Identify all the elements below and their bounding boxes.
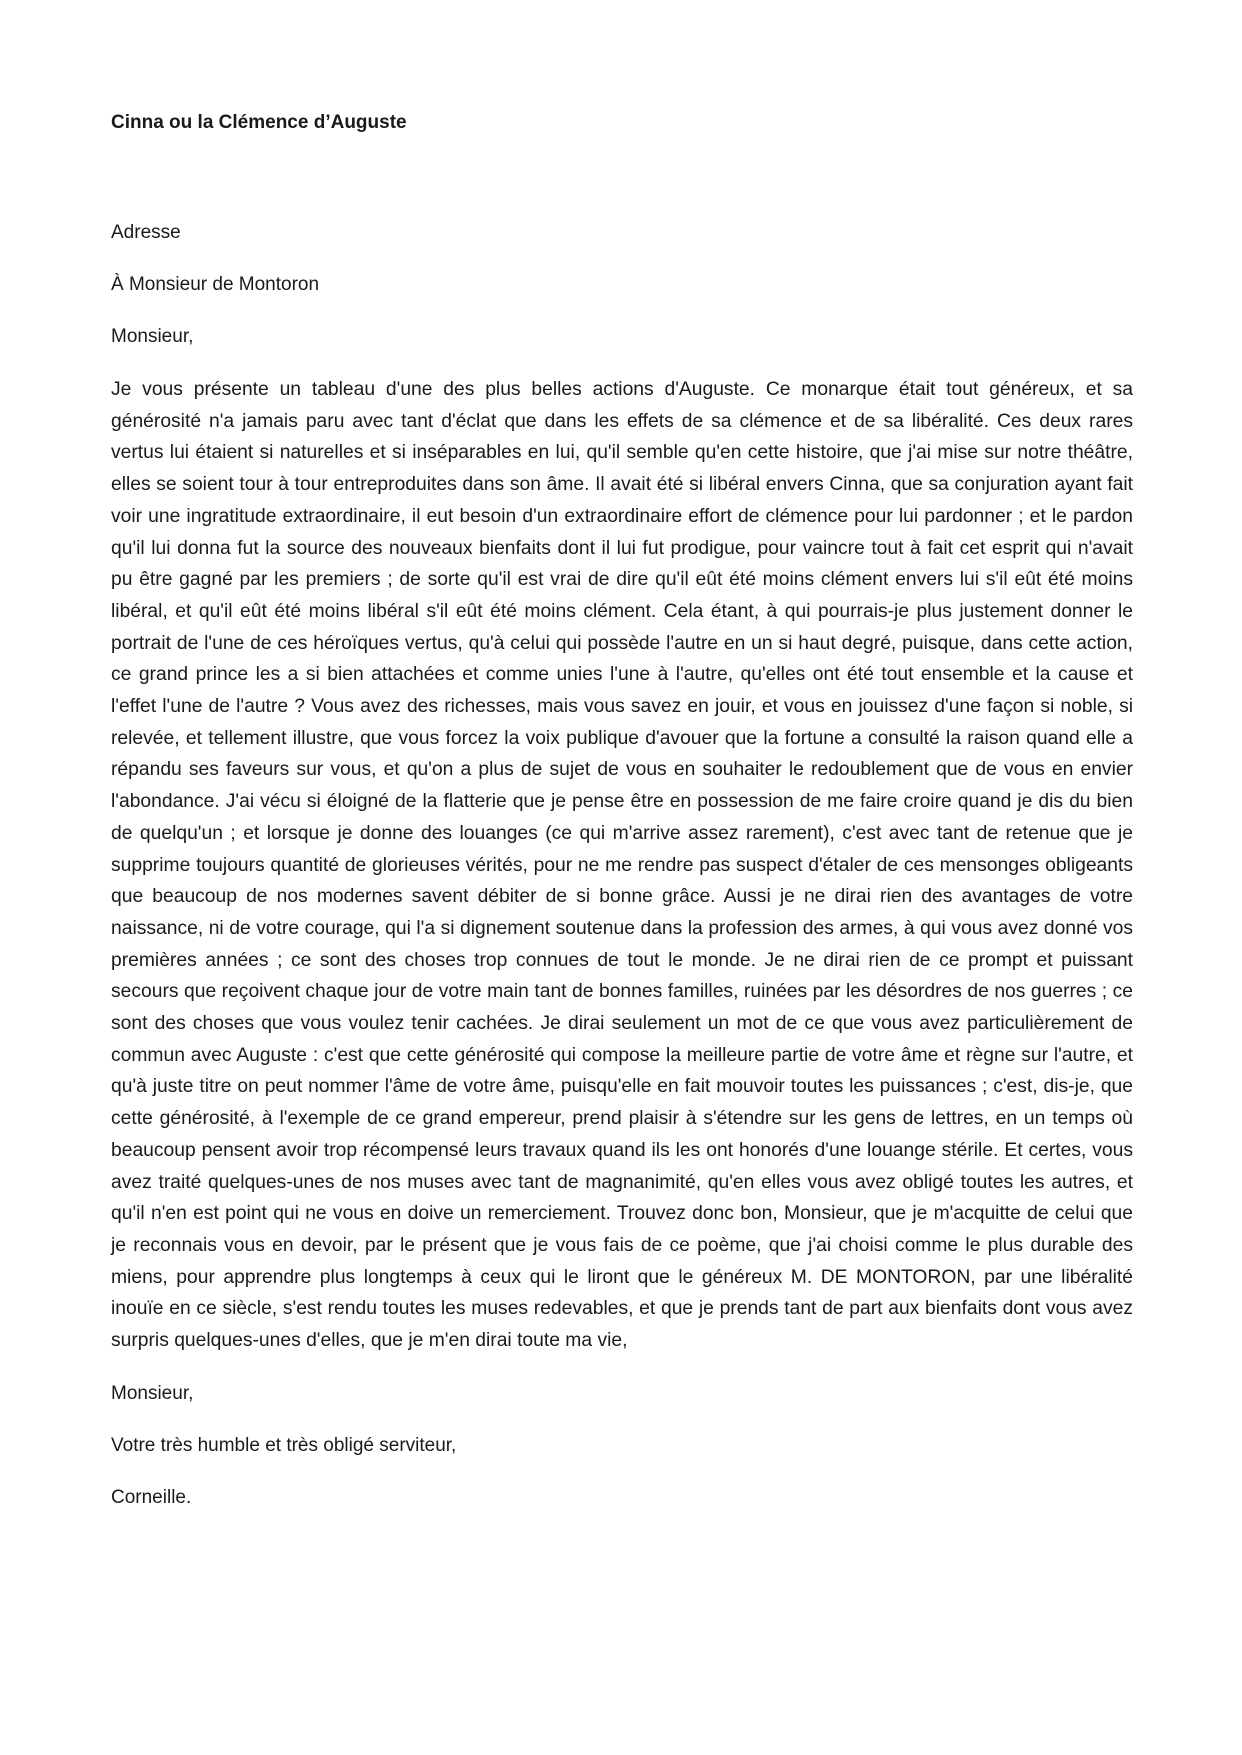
address-label: Adresse xyxy=(111,222,181,243)
document-content xyxy=(111,108,1133,1513)
letter-body-paragraph: Je vous présente un tableau d'une des plus belles actions d'Auguste. Ce monarque était tout généreux, et sa générosité n'a jamais paru avec tant d'éclat que dans les effets de sa clémence et de sa libéralité. Ces deux rares vertus lui étaient si naturelles et si inséparables en lui, qu'il semble qu'en cette histoire, que j'ai mise sur notre théâtre, elles se soient tour à tour entreproduites dans son âme. Il avait été si libéral envers Cinna, que sa conjuration ayant fait voir une ingratitude extraordinaire, il eut besoin d'un extraordinaire effort de clémence pour lui pardonner ; et le pardon qu'il lui donna fut la source des nouveaux bienfaits dont il lui fut prodigue, pour vaincre tout à fait cet esprit qui n'avait pu être gagné par les premiers ; de sorte qu'il est vrai de dire qu'il eût été moins clément envers lui s'il eût été moins libéral, et qu'il eût été moins libéral s'il eût été moins clément. Cela étant, à qui pourrais-je plus justement donner le portrait de l'une de ces héroïques vertus, qu'à celui qui possède l'autre en un si haut degré, puisque, dans cette action, ce grand prince les a si bien attachées et comme unies l'une à l'autre, qu'elles ont été tout ensemble et la cause et l'effet l'une de l'autre ? Vous avez des richesses, mais vous savez en jouir, et vous en jouissez d'une façon si noble, si relevée, et tellement illustre, que vous forcez la voix publique d'avouer que la fortune a consulté la raison quand elle a répandu ses faveurs sur vous, et qu'on a plus de sujet de vous en souhaiter le redoublement que de vous en envier l'abondance. J'ai vécu si éloigné de la flatterie que je pense être en possession de me faire croire quand je dis du bien de quelqu'un ; et lorsque je donne des louanges (ce qui m'arrive assez rarement), c'est avec tant de retenue que je supprime toujours quantité de glorieuses vérités, pour ne me rendre pas suspect d'étaler de ces mensonges obligeants que beaucoup de nos modernes savent débiter de si bonne grâce. Aussi je ne dirai rien des avantages de votre naissance, ni de votre courage, qui l'a si dignement soutenue dans la profession des armes, à qui vous avez donné vos premières années ; ce sont des choses trop connues de tout le monde. Je ne dirai rien de ce prompt et puissant secours que reçoivent chaque jour de votre main tant de bonnes familles, ruinées par les désordres de nos guerres ; ce sont des choses que vous voulez tenir cachées. Je dirai seulement un mot de ce que vous avez particulièrement de commun avec Auguste : c'est que cette générosité qui compose la meilleure partie de votre âme et règne sur l'autre, et qu'à juste titre on peut nommer l'âme de votre âme, puisqu'elle en fait mouvoir toutes les puissances ; c'est, dis-je, que cette générosité, à l'exemple de ce grand empereur, prend plaisir à s'étendre sur les gens de lettres, en un temps où beaucoup pensent avoir trop récompensé leurs travaux quand ils les ont honorés d'une louange stérile. Et certes, vous avez traité quelques-unes de nos muses avec tant de magnanimité, qu'en elles vous avez obligé toutes les autres, et qu'il n'en est point qui ne vous en doive un remerciement. Trouvez donc bon, Monsieur, que je m'acquitte de celui que je reconnais vous en devoir, par le présent que je vous fais de ce poème, que j'ai choisi comme le plus durable des miens, pour apprendre plus longtemps à ceux qui le liront que le généreux M. DE MONTORON, par une libéralité inouïe en ce siècle, s'est rendu toutes les muses redevables, et que je prends tant de part aux bienfaits dont vous avez surpris quelques-unes d'elles, que je m'en dirai toute ma vie, xyxy=(111,379,1133,1352)
closing-salutation: Monsieur, xyxy=(111,1382,194,1404)
document-title: Cinna ou la Clémence d’Auguste xyxy=(111,112,407,133)
signature-name: Corneille. xyxy=(111,1486,192,1508)
recipient-line: À Monsieur de Montoron xyxy=(111,274,320,295)
signoff-line: Votre très humble et très obligé serviteur, xyxy=(111,1434,457,1456)
salutation: Monsieur, xyxy=(111,326,194,347)
